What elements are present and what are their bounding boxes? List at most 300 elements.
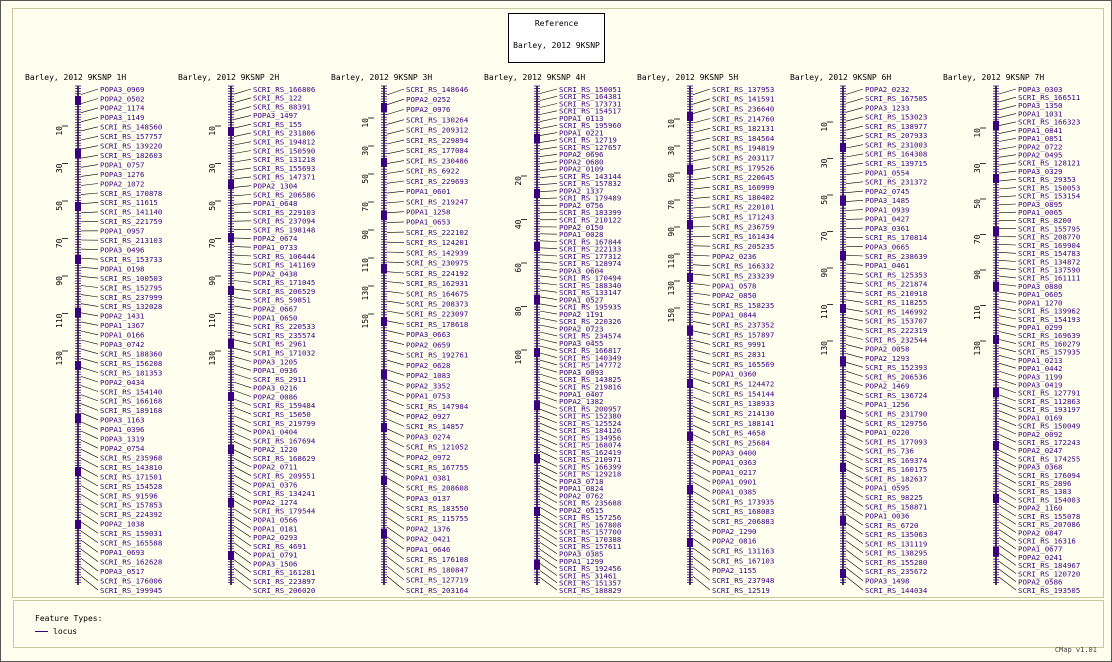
locus-label[interactable]: POPA2_0711 bbox=[253, 462, 298, 472]
locus-label[interactable]: SCRI_RS_198148 bbox=[253, 225, 316, 235]
locus-label[interactable]: POPA1_0220 bbox=[865, 428, 910, 438]
locus-label[interactable]: POPA3_0880 bbox=[1018, 281, 1063, 291]
locus-label[interactable]: SCRI_RS_115755 bbox=[406, 514, 469, 524]
locus-label[interactable]: POPA1_0527 bbox=[559, 295, 604, 305]
locus-label[interactable]: POPA2_0847 bbox=[1018, 528, 1063, 538]
locus-label[interactable]: SCRI_RS_167844 bbox=[559, 237, 622, 247]
locus-label[interactable]: SCRI_RS_124472 bbox=[712, 379, 775, 389]
locus-label[interactable]: SCRI_RS_219799 bbox=[253, 418, 316, 428]
locus-label[interactable]: POPA3_0455 bbox=[559, 338, 604, 348]
locus-label[interactable]: SCRI_RS_220533 bbox=[253, 322, 316, 332]
locus-label[interactable]: SCRI_RS_134241 bbox=[253, 489, 316, 499]
locus-cluster[interactable] bbox=[993, 388, 999, 397]
locus-label[interactable]: SCRI_RS_127719 bbox=[406, 575, 469, 585]
locus-label[interactable]: SCRI_RS_162628 bbox=[100, 557, 163, 567]
locus-label[interactable]: SCRI_RS_131218 bbox=[253, 155, 316, 165]
locus-label[interactable]: POPA2_0515 bbox=[559, 505, 604, 515]
locus-cluster[interactable] bbox=[993, 282, 999, 291]
locus-label[interactable]: SCRI_RS_167505 bbox=[865, 94, 928, 104]
locus-label[interactable]: SCRI_RS_6720 bbox=[865, 520, 919, 530]
locus-label[interactable]: POPA1_0824 bbox=[559, 484, 604, 494]
locus-label[interactable]: SCRI_RS_229103 bbox=[253, 207, 316, 217]
locus-label[interactable]: POPA3_0361 bbox=[865, 224, 910, 233]
locus-cluster[interactable] bbox=[840, 251, 846, 260]
locus-label[interactable]: SCRI_RS_176108 bbox=[406, 555, 469, 565]
locus-label[interactable]: SCRI_RS_177312 bbox=[559, 251, 622, 261]
locus-label[interactable]: SCRI_RS_161111 bbox=[1018, 273, 1081, 283]
locus-cluster[interactable] bbox=[228, 127, 234, 136]
locus-label[interactable]: POPA1_0427 bbox=[865, 214, 910, 224]
locus-label[interactable]: SCRI_RS_154144 bbox=[712, 389, 775, 399]
locus-label[interactable]: POPA3_0400 bbox=[712, 448, 757, 458]
locus-label[interactable]: POPA2_1174 bbox=[100, 103, 145, 113]
locus-label[interactable]: POPA1_0376 bbox=[253, 480, 298, 490]
locus-label[interactable]: POPA3_1485 bbox=[865, 196, 910, 206]
locus-label[interactable]: POPA2_1220 bbox=[253, 445, 298, 455]
locus-cluster[interactable] bbox=[687, 432, 693, 441]
locus-label[interactable]: SCRI_RS_170388 bbox=[559, 535, 622, 544]
locus-label[interactable]: SCRI_RS_127791 bbox=[1018, 388, 1081, 398]
locus-label[interactable]: SCRI_RS_205235 bbox=[712, 242, 775, 251]
locus-label[interactable]: SCRI_RS_157757 bbox=[100, 132, 163, 142]
locus-label[interactable]: SCRI_RS_173935 bbox=[712, 497, 775, 507]
locus-label[interactable]: SCRI_RS_162419 bbox=[559, 447, 622, 457]
locus-label[interactable]: POPA1_0733 bbox=[253, 243, 298, 252]
locus-label[interactable]: SCRI_RS_157832 bbox=[559, 179, 622, 189]
locus-label[interactable]: SCRI_RS_203117 bbox=[712, 153, 775, 163]
locus-label[interactable]: SCRI_RS_161281 bbox=[253, 568, 316, 578]
locus-label[interactable]: POPA3_1498 bbox=[865, 576, 910, 586]
locus-label[interactable]: SCRI_RS_229693 bbox=[406, 176, 469, 186]
locus-label[interactable]: POPA1_0363 bbox=[712, 458, 757, 468]
locus-cluster[interactable] bbox=[687, 220, 693, 229]
locus-label[interactable]: SCRI_RS_100503 bbox=[100, 273, 163, 283]
locus-label[interactable]: POPA2_0756 bbox=[559, 201, 604, 210]
locus-label[interactable]: SCRI_RS_127657 bbox=[559, 142, 622, 152]
locus-label[interactable]: SCRI_RS_184564 bbox=[712, 133, 775, 143]
locus-label[interactable]: SCRI_RS_172243 bbox=[1018, 438, 1081, 447]
locus-cluster[interactable] bbox=[687, 112, 693, 121]
locus-label[interactable]: SCRI_RS_179489 bbox=[559, 193, 622, 203]
locus-label[interactable]: POPA2_0247 bbox=[1018, 446, 1063, 456]
locus-label[interactable]: SCRI_RS_121052 bbox=[406, 442, 469, 452]
locus-label[interactable]: POPA3_0742 bbox=[100, 340, 145, 349]
locus-label[interactable]: SCRI_RS_170814 bbox=[865, 233, 928, 243]
locus-label[interactable]: POPA3_1163 bbox=[100, 415, 145, 425]
locus-label[interactable]: POPA1_0360 bbox=[712, 369, 757, 379]
locus-label[interactable]: SCRI_RS_173731 bbox=[559, 99, 622, 109]
locus-label[interactable]: SCRI_RS_183550 bbox=[406, 504, 469, 513]
locus-label[interactable]: POPA3_0895 bbox=[1018, 199, 1063, 209]
locus-cluster[interactable] bbox=[381, 476, 387, 485]
locus-label[interactable]: POPA2_0586 bbox=[1018, 577, 1063, 587]
locus-label[interactable]: POPA1_0166 bbox=[100, 330, 145, 340]
locus-label[interactable]: SCRI_RS_219247 bbox=[406, 197, 469, 207]
locus-label[interactable]: POPA3_0718 bbox=[559, 476, 604, 486]
locus-label[interactable]: SCRI_RS_235968 bbox=[100, 453, 163, 463]
locus-label[interactable]: SCRI_RS_135063 bbox=[865, 530, 928, 540]
locus-label[interactable]: SCRI_RS_177084 bbox=[406, 146, 469, 156]
locus-label[interactable]: SCRI_RS_736 bbox=[865, 446, 914, 456]
locus-label[interactable]: POPA2_0236 bbox=[712, 251, 757, 261]
locus-label[interactable]: POPA2_1304 bbox=[253, 181, 298, 191]
locus-cluster[interactable] bbox=[381, 158, 387, 167]
map-title-1h[interactable]: Barley, 2012 9KSNP 1H bbox=[25, 73, 127, 82]
locus-label[interactable]: SCRI_RS_178618 bbox=[406, 320, 469, 329]
locus-label[interactable]: POPA3_0093 bbox=[559, 368, 604, 377]
locus-label[interactable]: POPA1_0646 bbox=[406, 544, 451, 554]
locus-label[interactable]: POPA1_0601 bbox=[406, 187, 451, 196]
locus-cluster[interactable] bbox=[993, 227, 999, 236]
locus-label[interactable]: SCRI_RS_118255 bbox=[865, 298, 928, 308]
locus-label[interactable]: SCRI_RS_235672 bbox=[865, 567, 928, 577]
locus-label[interactable]: SCRI_RS_147984 bbox=[406, 401, 469, 411]
locus-label[interactable]: SCRI_RS_167103 bbox=[712, 556, 775, 566]
locus-label[interactable]: SCRI_RS_231003 bbox=[865, 140, 928, 150]
locus-label[interactable]: SCRI_RS_206883 bbox=[712, 517, 775, 526]
locus-label[interactable]: POPA2_0241 bbox=[1018, 552, 1063, 562]
locus-label[interactable]: POPA2_0421 bbox=[406, 534, 451, 544]
locus-label[interactable]: SCRI_RS_152393 bbox=[865, 363, 928, 373]
locus-label[interactable]: POPA2_0762 bbox=[559, 491, 604, 501]
locus-label[interactable]: SCRI_RS_166168 bbox=[100, 396, 163, 406]
locus-label[interactable]: SCRI_RS_171501 bbox=[100, 472, 163, 482]
locus-label[interactable]: SCRI_RS_138295 bbox=[865, 548, 928, 558]
locus-label[interactable]: SCRI_RS_124201 bbox=[406, 238, 469, 248]
locus-cluster[interactable] bbox=[993, 121, 999, 130]
locus-label[interactable]: SCRI_RS_206586 bbox=[253, 190, 316, 200]
locus-cluster[interactable] bbox=[993, 174, 999, 183]
locus-label[interactable]: SCRI_RS_153023 bbox=[865, 112, 928, 122]
locus-label[interactable]: POPA2_0816 bbox=[712, 536, 757, 546]
map-title-6h[interactable]: Barley, 2012 9KSNP 6H bbox=[790, 73, 892, 82]
locus-label[interactable]: POPA2_1038 bbox=[100, 519, 145, 529]
locus-label[interactable]: SCRI_RS_237352 bbox=[712, 320, 775, 330]
locus-label[interactable]: POPA3_0303 bbox=[1018, 84, 1063, 94]
locus-label[interactable]: SCRI_RS_166817 bbox=[559, 346, 622, 356]
locus-label[interactable]: SCRI_RS_160999 bbox=[712, 183, 775, 192]
locus-label[interactable]: SCRI_RS_237948 bbox=[712, 576, 775, 585]
locus-label[interactable]: SCRI_RS_207933 bbox=[865, 131, 928, 141]
locus-cluster[interactable] bbox=[228, 392, 234, 401]
locus-label[interactable]: SCRI_RS_151357 bbox=[559, 578, 622, 588]
locus-label[interactable]: SCRI_RS_210918 bbox=[865, 288, 928, 298]
locus-label[interactable]: SCRI_RS_174255 bbox=[1018, 454, 1081, 464]
locus-label[interactable]: POPA2_0628 bbox=[406, 360, 451, 370]
locus-label[interactable]: SCRI_RS_157897 bbox=[712, 330, 775, 340]
locus-label[interactable]: POPA1_0407 bbox=[559, 389, 604, 399]
locus-label[interactable]: SCRI_RS_195960 bbox=[559, 121, 622, 131]
locus-label[interactable]: SCRI_RS_154783 bbox=[1018, 249, 1081, 259]
locus-label[interactable]: POPA1_1270 bbox=[1018, 298, 1063, 308]
locus-label[interactable]: POPA1_0036 bbox=[865, 511, 910, 521]
locus-label[interactable]: POPA2_0976 bbox=[406, 105, 451, 115]
locus-label[interactable]: POPA3_1319 bbox=[100, 434, 145, 444]
locus-label[interactable]: POPA2_0927 bbox=[406, 412, 451, 421]
locus-label[interactable]: SCRI_RS_166332 bbox=[712, 261, 775, 271]
locus-label[interactable]: SCRI_RS_207086 bbox=[1018, 520, 1081, 530]
locus-label[interactable]: POPA3_1350 bbox=[1018, 101, 1063, 111]
locus-label[interactable]: POPA2_0722 bbox=[1018, 142, 1063, 152]
locus-cluster[interactable] bbox=[228, 233, 234, 242]
map-title-3h[interactable]: Barley, 2012 9KSNP 3H bbox=[331, 73, 433, 82]
locus-label[interactable]: SCRI_RS_180402 bbox=[712, 192, 775, 202]
locus-label[interactable]: SCRI_RS_134956 bbox=[559, 433, 622, 443]
locus-label[interactable]: SCRI_RS_15050 bbox=[253, 410, 311, 419]
map-title-5h[interactable]: Barley, 2012 9KSNP 5H bbox=[637, 73, 739, 82]
locus-label[interactable]: SCRI_RS_221759 bbox=[100, 217, 163, 227]
locus-label[interactable]: SCRI_RS_220645 bbox=[712, 173, 775, 183]
locus-label[interactable]: POPA1_0404 bbox=[253, 427, 298, 437]
locus-label[interactable]: SCRI_RS_154517 bbox=[559, 106, 622, 116]
locus-cluster[interactable] bbox=[381, 264, 387, 273]
locus-label[interactable]: POPA1_0169 bbox=[1018, 413, 1063, 423]
locus-label[interactable]: SCRI_RS_183399 bbox=[559, 208, 622, 218]
locus-label[interactable]: SCRI_RS_213103 bbox=[100, 236, 163, 245]
locus-label[interactable]: SCRI_RS_171032 bbox=[253, 348, 316, 358]
locus-label[interactable]: POPA3_0496 bbox=[100, 245, 145, 255]
locus-label[interactable]: SCRI_RS_219816 bbox=[559, 382, 622, 392]
locus-label[interactable]: SCRI_RS_199945 bbox=[100, 585, 163, 595]
locus-label[interactable]: SCRI_RS_131119 bbox=[865, 539, 928, 549]
locus-label[interactable]: SCRI_RS_88391 bbox=[253, 102, 311, 112]
locus-label[interactable]: POPA3_1506 bbox=[253, 559, 298, 569]
locus-label[interactable]: SCRI_RS_152380 bbox=[559, 411, 622, 421]
locus-cluster[interactable] bbox=[993, 335, 999, 344]
locus-label[interactable]: SCRI_RS_221874 bbox=[865, 279, 928, 289]
locus-label[interactable]: SCRI_RS_210122 bbox=[559, 215, 622, 225]
locus-cluster[interactable] bbox=[840, 410, 846, 419]
locus-label[interactable]: SCRI_RS_141140 bbox=[100, 207, 163, 217]
locus-label[interactable]: SCRI_RS_181353 bbox=[100, 368, 163, 378]
locus-label[interactable]: POPA3_0329 bbox=[1018, 166, 1063, 176]
locus-label[interactable]: SCRI_RS_150590 bbox=[253, 146, 316, 156]
locus-label[interactable]: POPA1_0213 bbox=[1018, 355, 1063, 365]
locus-label[interactable]: SCRI_RS_157935 bbox=[1018, 347, 1081, 357]
locus-label[interactable]: POPA1_0396 bbox=[100, 425, 145, 435]
locus-label[interactable]: POPA1_0693 bbox=[100, 548, 145, 557]
locus-label[interactable]: SCRI_RS_155078 bbox=[1018, 511, 1081, 521]
locus-label[interactable]: SCRI_RS_182637 bbox=[865, 474, 928, 484]
locus-label[interactable]: SCRI_RS_168083 bbox=[712, 507, 775, 517]
locus-label[interactable]: SCRI_RS_193197 bbox=[1018, 405, 1081, 415]
locus-label[interactable]: SCRI_RS_120720 bbox=[1018, 569, 1081, 579]
locus-label[interactable]: SCRI_RS_206536 bbox=[865, 372, 928, 382]
locus-label[interactable]: POPA3_1199 bbox=[1018, 372, 1063, 382]
locus-label[interactable]: POPA3_0517 bbox=[100, 566, 145, 576]
locus-label[interactable]: SCRI_RS_154140 bbox=[100, 387, 163, 397]
locus-label[interactable]: SCRI_RS_14857 bbox=[406, 422, 464, 432]
locus-label[interactable]: SCRI_RS_153154 bbox=[1018, 191, 1081, 201]
locus-label[interactable]: SCRI_RS_182131 bbox=[712, 124, 775, 134]
locus-label[interactable]: POPA1_0605 bbox=[1018, 290, 1063, 300]
locus-label[interactable]: SCRI_RS_208770 bbox=[1018, 232, 1081, 242]
locus-label[interactable]: SCRI_RS_170494 bbox=[559, 273, 622, 283]
locus-cluster[interactable] bbox=[840, 569, 846, 578]
locus-label[interactable]: SCRI_RS_164675 bbox=[406, 289, 469, 299]
locus-label[interactable]: POPA1_0957 bbox=[100, 226, 145, 236]
locus-label[interactable]: SCRI_RS_223897 bbox=[253, 577, 316, 586]
locus-label[interactable]: POPA1_0653 bbox=[406, 217, 451, 227]
locus-label[interactable]: SCRI_RS_132028 bbox=[100, 302, 163, 312]
locus-cluster[interactable] bbox=[840, 143, 846, 152]
locus-label[interactable]: SCRI_RS_188141 bbox=[712, 418, 775, 428]
locus-label[interactable]: POPA1_0566 bbox=[253, 515, 298, 525]
locus-label[interactable]: SCRI_RS_158235 bbox=[712, 300, 775, 310]
locus-label[interactable]: SCRI_RS_234574 bbox=[559, 331, 622, 341]
locus-label[interactable]: SCRI_RS_2831 bbox=[712, 350, 766, 359]
locus-label[interactable]: SCRI_RS_206020 bbox=[253, 585, 316, 595]
locus-label[interactable]: SCRI_RS_168074 bbox=[559, 440, 622, 450]
map-title-2h[interactable]: Barley, 2012 9KSNP 2H bbox=[178, 73, 280, 82]
locus-label[interactable]: SCRI_RS_150049 bbox=[1018, 421, 1081, 431]
locus-label[interactable]: SCRI_RS_208373 bbox=[406, 299, 469, 309]
locus-label[interactable]: POPA3_0419 bbox=[1018, 380, 1063, 390]
locus-cluster[interactable] bbox=[534, 401, 540, 410]
locus-label[interactable]: SCRI_RS_129218 bbox=[559, 469, 622, 479]
locus-cluster[interactable] bbox=[993, 494, 999, 503]
locus-label[interactable]: SCRI_RS_157611 bbox=[559, 542, 622, 552]
locus-label[interactable]: POPA1_0221 bbox=[559, 128, 604, 138]
locus-label[interactable]: POPA1_1256 bbox=[865, 400, 910, 410]
locus-cluster[interactable] bbox=[534, 454, 540, 463]
locus-label[interactable]: SCRI_RS_230486 bbox=[406, 156, 469, 166]
locus-label[interactable]: SCRI_RS_235688 bbox=[559, 498, 622, 508]
locus-label[interactable]: POPA2_1274 bbox=[253, 497, 298, 507]
locus-label[interactable]: SCRI_RS_159031 bbox=[100, 529, 163, 539]
locus-label[interactable]: SCRI_RS_200957 bbox=[559, 404, 622, 414]
locus-label[interactable]: SCRI_RS_203164 bbox=[406, 585, 469, 595]
locus-label[interactable]: SCRI_RS_167808 bbox=[559, 520, 622, 530]
locus-label[interactable]: POPA2_3352 bbox=[406, 381, 451, 391]
locus-label[interactable]: POPA1_1258 bbox=[406, 207, 451, 217]
locus-label[interactable]: SCRI_RS_169904 bbox=[1018, 240, 1081, 250]
locus-label[interactable]: SCRI_RS_136724 bbox=[865, 391, 928, 400]
locus-label[interactable]: POPA3_1205 bbox=[253, 357, 298, 367]
locus-label[interactable]: POPA1_0181 bbox=[253, 524, 298, 534]
locus-label[interactable]: POPA3_1149 bbox=[100, 113, 145, 123]
locus-label[interactable]: SCRI_RS_232544 bbox=[865, 335, 928, 345]
locus-cluster[interactable] bbox=[534, 507, 540, 516]
locus-label[interactable]: POPA3_0385 bbox=[559, 549, 604, 559]
locus-label[interactable]: POPA1_0381 bbox=[406, 473, 451, 483]
locus-label[interactable]: POPA1_0595 bbox=[865, 483, 910, 493]
locus-label[interactable]: SCRI_RS_133147 bbox=[559, 288, 622, 298]
locus-label[interactable]: SCRI_RS_131163 bbox=[712, 546, 775, 556]
locus-label[interactable]: SCRI_RS_147371 bbox=[253, 172, 316, 182]
locus-label[interactable]: POPA2_1160 bbox=[1018, 503, 1063, 513]
locus-cluster[interactable] bbox=[75, 149, 81, 158]
locus-label[interactable]: SCRI_RS_192761 bbox=[406, 350, 469, 360]
locus-label[interactable]: SCRI_RS_143810 bbox=[100, 462, 163, 472]
locus-label[interactable]: POPA2_1376 bbox=[406, 524, 451, 534]
locus-label[interactable]: SCRI_RS_143144 bbox=[559, 171, 622, 181]
locus-label[interactable]: POPA1_0844 bbox=[712, 310, 757, 320]
locus-label[interactable]: SCRI_RS_112863 bbox=[1018, 396, 1081, 406]
locus-label[interactable]: SCRI_RS_237999 bbox=[100, 292, 163, 302]
locus-label[interactable]: SCRI_RS_177093 bbox=[865, 437, 928, 447]
locus-label[interactable]: SCRI_RS_176094 bbox=[1018, 470, 1081, 480]
locus-label[interactable]: POPA2_0495 bbox=[1018, 150, 1063, 160]
locus-label[interactable]: SCRI_RS_195935 bbox=[559, 302, 622, 312]
locus-label[interactable]: POPA3_1233 bbox=[865, 103, 910, 113]
locus-label[interactable]: SCRI_RS_154193 bbox=[1018, 314, 1081, 324]
locus-label[interactable]: SCRI_RS_161434 bbox=[712, 232, 775, 242]
locus-cluster[interactable] bbox=[381, 317, 387, 326]
locus-label[interactable]: SCRI_RS_176006 bbox=[100, 576, 163, 586]
locus-cluster[interactable] bbox=[534, 560, 540, 569]
locus-label[interactable]: POPA1_0385 bbox=[712, 487, 757, 497]
locus-label[interactable]: POPA1_0936 bbox=[253, 366, 298, 376]
locus-label[interactable]: SCRI_RS_59851 bbox=[253, 295, 311, 305]
locus-cluster[interactable] bbox=[75, 96, 81, 105]
locus-label[interactable]: SCRI_RS_165569 bbox=[712, 359, 775, 369]
locus-label[interactable]: SCRI_RS_150051 bbox=[559, 84, 622, 94]
locus-label[interactable]: SCRI_RS_2961 bbox=[253, 339, 307, 349]
locus-label[interactable]: SCRI_RS_159484 bbox=[253, 401, 316, 411]
locus-label[interactable]: SCRI_RS_184126 bbox=[559, 426, 622, 436]
locus-label[interactable]: POPA1_1031 bbox=[1018, 109, 1063, 119]
locus-label[interactable]: POPA3_1276 bbox=[100, 169, 145, 179]
locus-label[interactable]: SCRI_RS_137953 bbox=[712, 84, 775, 94]
locus-label[interactable]: POPA1_0648 bbox=[253, 199, 298, 209]
locus-cluster[interactable] bbox=[75, 308, 81, 317]
locus-label[interactable]: SCRI_RS_148646 bbox=[406, 84, 469, 94]
locus-label[interactable]: SCRI_RS_164308 bbox=[865, 149, 928, 159]
locus-label[interactable]: SCRI_RS_192456 bbox=[559, 564, 622, 573]
locus-label[interactable]: POPA1_0578 bbox=[712, 281, 757, 291]
locus-cluster[interactable] bbox=[534, 134, 540, 143]
locus-cluster[interactable] bbox=[381, 211, 387, 220]
locus-label[interactable]: POPA3_0137 bbox=[406, 493, 451, 503]
locus-cluster[interactable] bbox=[993, 547, 999, 556]
locus-label[interactable]: SCRI_RS_134872 bbox=[1018, 257, 1081, 267]
locus-label[interactable]: SCRI_RS_158871 bbox=[865, 502, 928, 512]
map-title-4h[interactable]: Barley, 2012 9KSNP 4H bbox=[484, 73, 586, 82]
locus-label[interactable]: POPA2_0502 bbox=[100, 94, 145, 104]
locus-label[interactable]: SCRI_RS_125524 bbox=[559, 418, 622, 428]
locus-label[interactable]: SCRI_RS_141591 bbox=[712, 94, 775, 104]
locus-label[interactable]: SCRI_RS_209551 bbox=[253, 471, 316, 481]
locus-label[interactable]: POPA2_1072 bbox=[100, 179, 145, 189]
locus-label[interactable]: POPA1_1299 bbox=[559, 556, 604, 566]
locus-label[interactable]: POPA2_0058 bbox=[865, 344, 910, 354]
locus-label[interactable]: POPA1_0791 bbox=[253, 550, 298, 560]
locus-label[interactable]: SCRI_RS_157700 bbox=[559, 527, 622, 537]
locus-label[interactable]: SCRI_RS_194812 bbox=[253, 137, 316, 147]
locus-label[interactable]: POPA2_0674 bbox=[253, 234, 298, 244]
locus-label[interactable]: SCRI_RS_214760 bbox=[712, 114, 775, 124]
locus-label[interactable]: POPA2_1293 bbox=[865, 353, 910, 363]
locus-label[interactable]: POPA2_0252 bbox=[406, 95, 451, 104]
locus-label[interactable]: POPA2_0109 bbox=[559, 164, 604, 174]
locus-label[interactable]: SCRI_RS_209312 bbox=[406, 125, 469, 135]
locus-label[interactable]: SCRI_RS_156208 bbox=[100, 358, 163, 368]
locus-label[interactable]: SCRI_RS_16316 bbox=[1018, 536, 1076, 546]
locus-label[interactable]: SCRI_RS_128974 bbox=[559, 259, 622, 269]
locus-label[interactable]: SCRI_RS_193505 bbox=[1018, 585, 1081, 595]
locus-cluster[interactable] bbox=[228, 551, 234, 560]
locus-label[interactable]: SCRI_RS_233239 bbox=[712, 271, 775, 281]
locus-label[interactable]: SCRI_RS_223097 bbox=[406, 309, 469, 319]
locus-label[interactable]: SCRI_RS_154528 bbox=[100, 481, 163, 491]
locus-cluster[interactable] bbox=[228, 445, 234, 454]
locus-cluster[interactable] bbox=[75, 361, 81, 370]
locus-label[interactable]: SCRI_RS_147772 bbox=[559, 360, 622, 370]
locus-label[interactable]: SCRI_RS_231790 bbox=[865, 409, 928, 419]
locus-cluster[interactable] bbox=[534, 242, 540, 251]
locus-label[interactable]: SCRI_RS_166399 bbox=[559, 462, 622, 472]
